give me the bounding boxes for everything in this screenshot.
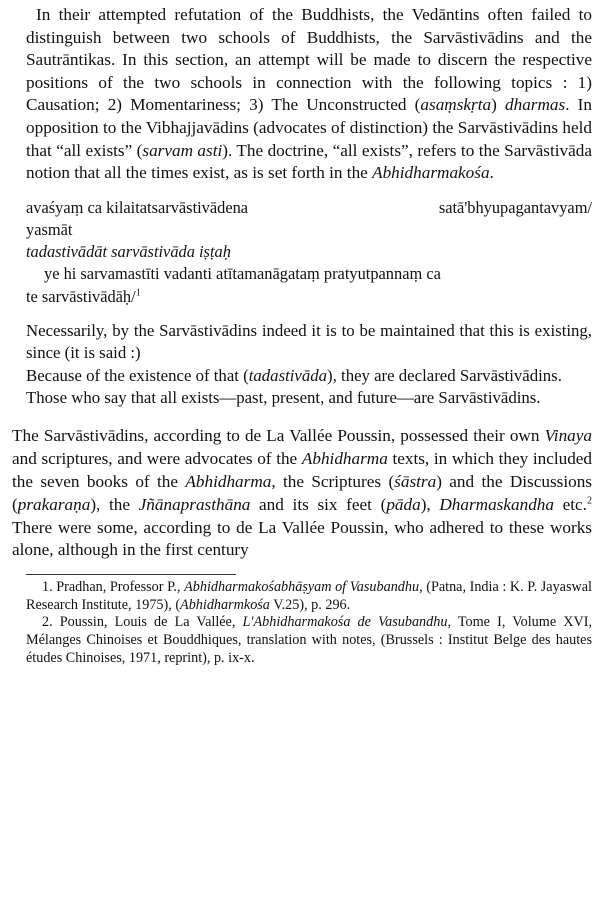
translation-line: Those who say that all exists—past, present, and future—are Sarvāstivādins.	[26, 387, 541, 407]
text-run: etc.	[553, 494, 587, 514]
sanskrit-text: te sarvāstivādāḥ/	[26, 286, 136, 306]
footnote-2	[26, 614, 592, 667]
sanskrit-text: satā'bhyupagantavyam/	[438, 197, 592, 217]
italic-term: Abhidharmakośa	[372, 163, 490, 183]
footnote-marker: 2	[586, 495, 592, 507]
footnotes	[26, 579, 592, 667]
text-run: and its six feet (	[250, 494, 387, 514]
text-run: V.25), p. 296.	[269, 596, 351, 613]
sanskrit-quotation	[26, 197, 592, 308]
italic-term: prakaraṇa	[17, 494, 91, 514]
text-run: ), the	[90, 494, 139, 514]
text-run: and scriptures, and were advocates of the	[12, 449, 302, 469]
text-run: . In opposition to the Vibhajjavādins (advocates of distinction) the Sarvāstivādins held that “all exists” (	[26, 95, 592, 160]
sanskrit-text: avaśyaṃ ca kilaitatsarvāstivādena	[26, 197, 249, 217]
italic-term: tadastivāda	[248, 365, 328, 385]
translation-line	[26, 365, 592, 387]
text-run: texts, in which they included the seven books of the	[12, 449, 593, 491]
italic-term: Dharmaskandha	[439, 494, 554, 514]
italic-term: pāda	[386, 494, 421, 514]
italic-term: Abhidharmkośa	[180, 596, 270, 613]
text-run: Because of the existence of that (	[26, 365, 249, 385]
italic-term: śāstra	[394, 471, 437, 491]
sanskrit-line-1	[26, 197, 592, 219]
text-run: )	[491, 95, 506, 115]
italic-term: Abhidharma	[301, 449, 388, 469]
italic-term: Abhidharmakośabhāṣyam of Vasubandhu	[184, 579, 420, 596]
text-run: ) and the Discussions (	[12, 471, 592, 514]
footnote-1	[26, 579, 592, 614]
sanskrit-line-2: yasmāt	[26, 219, 73, 239]
text-run: .	[489, 163, 494, 183]
italic-term: sarvam asti	[142, 140, 223, 160]
text-run: There were some, according to de La Vallée Poussin, who adhered to these works alone, although in the first century	[12, 517, 592, 560]
italic-term: Abhidharma	[185, 471, 272, 491]
text-run: , the Scriptures (	[271, 471, 395, 491]
footnote-marker: 1	[135, 287, 141, 299]
text-run: In their attempted refutation of the Buddhists, the Vedāntins often failed to distinguish between two schools of Buddhists, the Sarvāstivādins and the Sautrāntikas. In this section, an attempt will be made to discern the respective positions of the two schools in connection with the following topics : 1) Causation; 2) Momentariness; 3) The Unconstructed (	[26, 5, 592, 115]
italic-term: Jñānaprasthāna	[138, 494, 251, 514]
footnote-divider	[26, 574, 236, 575]
text-run: 2. Poussin, Louis de La Vallée,	[42, 614, 243, 631]
translation-line: Necessarily, by the Sarvāstivādins indeed it is to be maintained that this is existing, since (it is said :)	[26, 320, 592, 363]
text-run: 1. Pradhan, Professor P.,	[42, 579, 185, 596]
text-run: ), they are declared Sarvāstivādins.	[327, 365, 562, 385]
italic-term: asaṃskṛta	[420, 95, 492, 115]
italic-term: Vinaya	[544, 426, 592, 446]
paragraph-intro	[26, 4, 592, 185]
sanskrit-line-4: ye hi sarvamastīti vadanti atītamanāgataṃ pratyutpannaṃ ca	[44, 264, 441, 284]
text-run: , (Patna, India : K. P. Jayaswal Research Institute, 1975), (	[26, 579, 592, 613]
translation-block	[26, 320, 592, 410]
italic-term: L'Abhidharmakośa de Vasubandhu	[242, 614, 448, 631]
paragraph-sarvastivadins	[12, 425, 592, 562]
text-run: ). The doctrine, “all exists”, refers to the Sarvāstivāda notion that all the times exist, as is set forth in the	[26, 140, 592, 183]
text-run: ),	[420, 494, 440, 514]
text-run: The Sarvāstivādins, according to de La Vallée Poussin, possessed their own	[12, 426, 545, 446]
text-run: , Tome I, Volume XVI, Mélanges Chinoises et Bouddhiques, translation with notes, (Brussels : Institut Belge des hautes études Chinoises, 1971, reprint), p. ix-x.	[26, 614, 593, 666]
sanskrit-line-5	[26, 286, 592, 308]
italic-term: dharmas	[505, 95, 566, 115]
sanskrit-line-3: tadastivādāt sarvāstivāda iṣṭaḥ	[26, 242, 231, 262]
